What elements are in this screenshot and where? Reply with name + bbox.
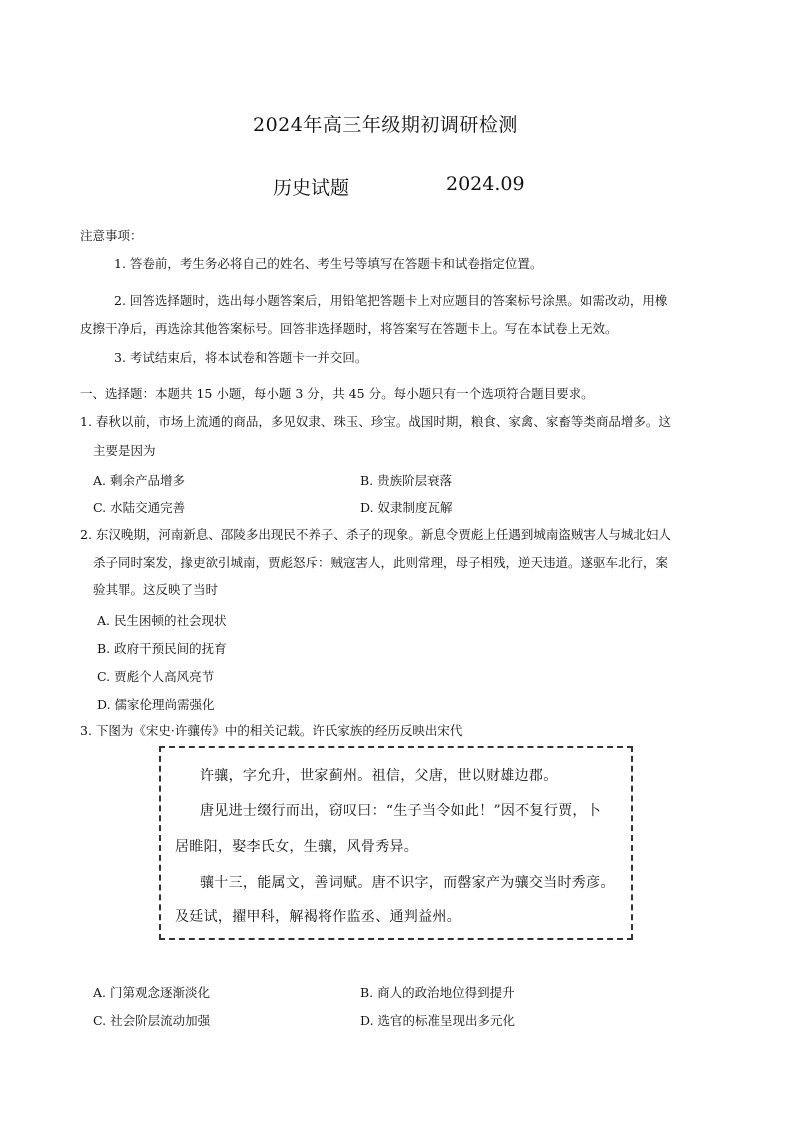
option-a: A. 门第观念逐渐淡化 xyxy=(93,985,210,1000)
question-text: 杀子同时案发，掾吏欲引城南，贾彪怒斥：贼寇害人，此则常理，母子相残，逆天违道。遂驱车北行，案 xyxy=(93,555,669,570)
option-d: D. 儒家伦理尚需强化 xyxy=(97,697,215,712)
option-c: C. 水陆交通完善 xyxy=(93,500,186,515)
option-c: C. 贾彪个人高风亮节 xyxy=(97,669,215,684)
option-c: C. 社会阶层流动加强 xyxy=(93,1013,211,1028)
excerpt-line: 及廷试，擢甲科，解褐将作监丞、通判益州。 xyxy=(175,909,461,925)
option-b: B. 商人的政治地位得到提升 xyxy=(360,985,515,1000)
option-d: D. 选官的标准呈现出多元化 xyxy=(360,1013,516,1028)
question-text: 2. 东汉晚期，河南新息、邵陵多出现民不养子、杀子的现象。新息令贾彪上任遇到城南盗贼害人与城北妇人 xyxy=(80,527,671,542)
question-text: 主要是因为 xyxy=(93,443,156,458)
option-a: A. 剩余产品增多 xyxy=(93,473,185,488)
option-b: B. 政府干预民间的抚育 xyxy=(97,641,227,656)
question-text: 1. 春秋以前，市场上流通的商品，多见奴隶、珠玉、珍宝。战国时期，粮食、家禽、家畜等类商品增多。这 xyxy=(80,414,671,429)
notice-item: 3. 考试结束后，将本试卷和答题卡一并交回。 xyxy=(114,350,368,365)
excerpt-line: 骧十三，能属文，善词赋。唐不识字，而罄家产为骧交当时秀彦。 xyxy=(200,875,615,891)
question-text: 验其罪。这反映了当时 xyxy=(93,582,219,597)
exam-date: 2024.09 xyxy=(446,173,525,195)
option-d: D. 奴隶制度瓦解 xyxy=(360,500,453,515)
notice-item: 1. 答卷前，考生务必将自己的姓名、考生号等填写在答题卡和试卷指定位置。 xyxy=(114,256,543,271)
page-title: 2024年高三年级期初调研检测 xyxy=(253,114,518,136)
notice-item-continued: 皮擦干净后，再选涂其他答案标号。回答非选择题时，将答案写在答题卡上。写在本试卷上无效。 xyxy=(80,321,618,336)
section-heading: 一、选择题：本题共 15 小题，每小题 3 分，共 45 分。每小题只有一个选项符合题目要求。 xyxy=(80,386,594,401)
excerpt-line: 唐见进士缀行而出，窃叹曰：“生子当令如此！”因不复行贾，卜 xyxy=(200,803,602,819)
option-b: B. 贵族阶层衰落 xyxy=(360,473,453,488)
subject-title: 历史试题 xyxy=(273,177,350,199)
question-text: 3. 下图为《宋史·许骧传》中的相关记载。许氏家族的经历反映出宋代 xyxy=(80,723,463,738)
excerpt-line: 居睢阳，娶李氏女，生骧，风骨秀异。 xyxy=(175,839,419,855)
notice-heading: 注意事项： xyxy=(80,228,143,243)
historical-excerpt-box xyxy=(159,746,633,940)
notice-item: 2. 回答选择题时，选出每小题答案后，用铅笔把答题卡上对应题目的答案标号涂黑。如需改动，用橡 xyxy=(114,293,668,308)
option-a: A. 民生困顿的社会现状 xyxy=(97,613,227,628)
excerpt-line: 许骧，字允升，世家蓟州。祖信，父唐，世以财雄边郡。 xyxy=(200,768,558,784)
